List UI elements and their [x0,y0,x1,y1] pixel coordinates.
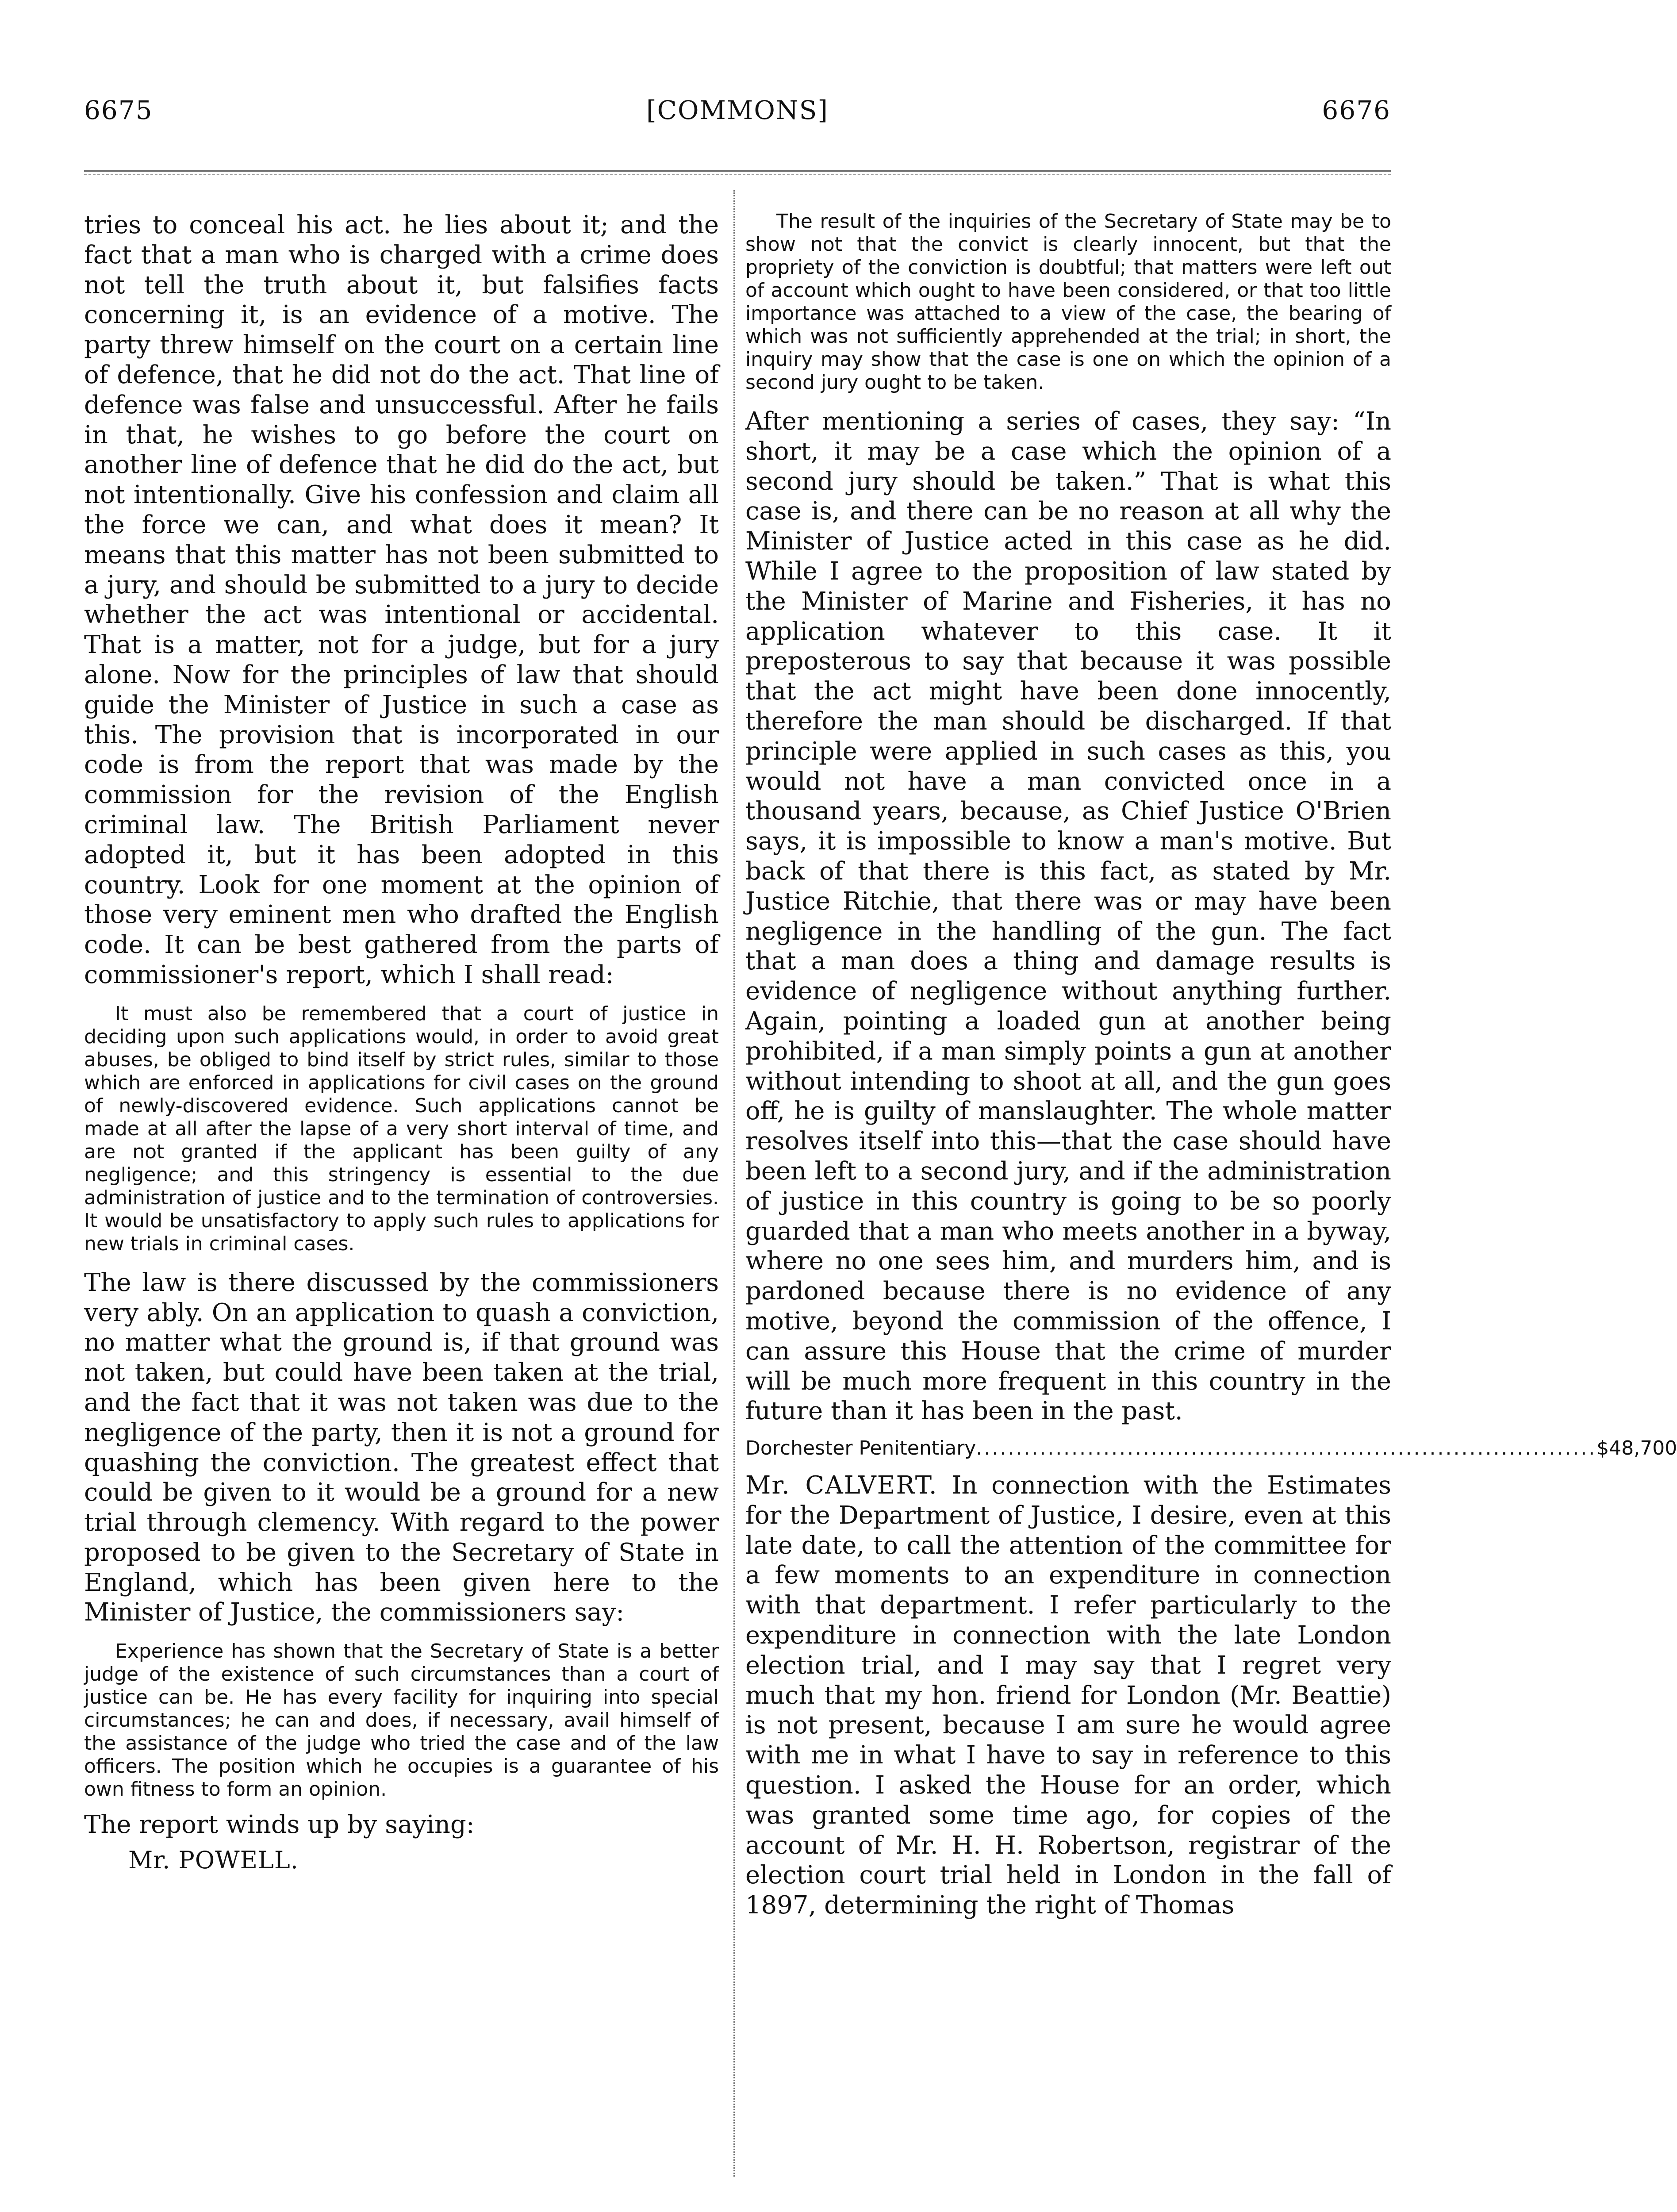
speaker-name: Mr. POWELL. [128,1846,299,1874]
estimate-amount: $48,700 [1596,1437,1677,1460]
running-head: [COMMONS] [646,95,829,125]
right-page-number: 6676 [1322,95,1391,125]
block-quote: The result of the inquiries of the Secretary of State may be to show not that the convict is clearly innocent, but that the propriety of the conviction is doubtful; that matters were left out of account which ought to have been considered, or that too little importance was attached to a view of the case, the bearing of which was not sufficiently apprehended at the trial; in short, the inquiry may show that the case is one on which the opinion of a second jury ought to be taken. [745,210,1391,394]
page-header [84,95,1391,135]
speech-text: In connection with the Estimates for the Department of Justice, I desire, even at this late date, to call the attention of the committee for a few moments to an expenditure in connection with that department. I refer particularly to the expenditure in connection with the late London election trial, and I may say that I regret very much that my hon. friend for London (Mr. Beattie) is not present, because I am sure he would agree with me in what I have to say in reference to this question. I asked the House for an order, which was granted some time ago, for copies of the account of Mr. H. H. Robertson, registrar of the election court trial held in London in the fall of 1897, determining the right of Thomas [745,1471,1392,1920]
paragraph: tries to conceal his act. he lies about it; and the fact that a man who is charged with a crime does not tell the truth about it, but falsifies facts concerning it, is an evidence of a motive. The party threw himself on the court on a certain line of defence, that he did not do the act. That line of defence was false and unsuccessful. After he fails in that, he wishes to go before the court on another line of defence that he did do the act, but not intentionally. Give his confession and claim all the force we can, and what does it mean? It means that this matter has not been submitted to a jury, and should be submitted to a jury to decide whether the act was intentional or accidental. That is a matter, not for a judge, but for a jury alone. Now for the principles of law that should guide the Minister of Justice in such a case as this. The provision that is incorporated in our code is from the report that was made by the commission for the revision of the English criminal law. The British Parliament never adopted it, but it has been adopted in this country. Look for one moment at the opinion of those very eminent men who drafted the English code. It can be best gathered from the parts of commissioner's report, which I shall read: [84,211,719,989]
paragraph: The law is there discussed by the commissioners very ably. On an application to quash a conviction, no matter what the ground is, if that ground was not taken, but could have been taken at the trial, and the fact that it was not taken was due to the negligence of the party, then it is not a ground for quashing the conviction. The greatest effect that could be given to it would be a ground for a new trial through clemency. With regard to the power proposed to be given to the Secretary of State in England, which has been given here to the Minister of Justice, the commissioners say: [84,1268,719,1627]
column-divider [733,190,735,2177]
paragraph [745,1471,1391,1920]
header-rule [84,170,1391,175]
right-column [745,210,1677,1920]
estimate-label: Dorchester Penitentiary [745,1437,976,1460]
left-page-number: 6675 [84,95,153,125]
block-quote: It must also be remembered that a court of justice in deciding upon such applications would, in order to avoid great abuses, be obliged to bind itself by strict rules, similar to those which are enforced in applications for civil cases on the ground of newly-discovered evidence. Such applications cannot be made at all after the lapse of a very short interval of time, and are not granted if the applicant has been guilty of any negligence; and this stringency is essential to the due administration of justice and to the termination of controversies. It would be unsatisfactory to apply such rules to applications for new trials in criminal cases. [84,1002,719,1255]
leader-dots: .............................................................................. [976,1437,1597,1460]
block-quote: Experience has shown that the Secretary of State is a better judge of the existence of such circumstances than a court of justice can be. He has every facility for inquiring into special circumstances; he can and does, if necessary, avail himself of the assistance of the judge who tried the case and of the law officers. The position which he occupies is a guarantee of his own fitness to form an opinion. [84,1640,719,1801]
paragraph: The report winds up by saying: [84,1810,475,1839]
paragraph: After mentioning a series of cases, they say: “In short, it may be a case which the opinion of a second jury should be taken.” That is what this case is, and there can be no reason at all why the Minister of Justice acted in this case as he did. While I agree to the proposition of law stated by the Minister of Marine and Fisheries, it has no application whatever to this case. It it preposterous to say that because it was possible that the act might have been done innocently, therefore the man should be discharged. If that principle were applied in such cases as this, you would not have a man convicted once in a thousand years, because, as Chief Justice O'Brien says, it is impossible to know a man's motive. But back of that there is this fact, as stated by Mr. Justice Ritchie, that there was or may have been negligence in the handling of the gun. The fact that a man does a thing and damage results is evidence of negligence without anything further. Again, pointing a loaded gun at another being prohibited, if a man simply points a gun at another without intending to shoot at all, and the gun goes off, he is guilty of manslaughter. The whole matter resolves itself into this—that the case should have been left to a second jury, and if the administration of justice in this country is going to be so poorly guarded that a man who meets another in a byway, where no one sees him, and murders him, and is pardoned because there is no evidence of any motive, beyond the commission of the offence, I can assure this House that the crime of murder will be much more frequent in this country in the future than it has been in the past. [745,407,1391,1426]
left-column [84,210,719,1874]
estimate-item [745,1436,1677,1461]
speaker-name: Mr. CALVERT. [745,1471,938,1500]
